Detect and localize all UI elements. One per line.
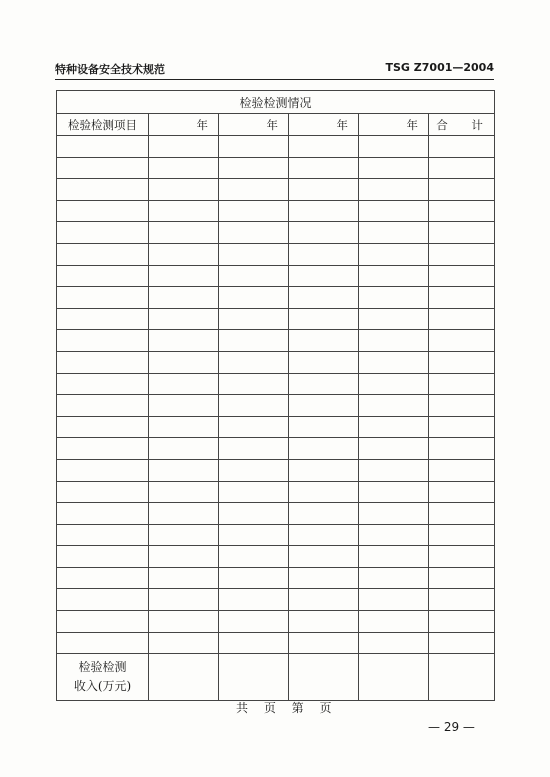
table-cell	[359, 200, 429, 222]
table-title-row	[57, 91, 495, 114]
table-cell	[359, 330, 429, 352]
table-row	[57, 330, 495, 352]
table-cell	[149, 373, 219, 395]
table-cell	[359, 654, 429, 701]
table-cell	[289, 308, 359, 330]
table-cell	[149, 330, 219, 352]
header-standard-code: TSG Z7001—2004	[385, 61, 494, 74]
table-row	[57, 589, 495, 611]
table-cell	[149, 632, 219, 654]
table-row	[57, 503, 495, 525]
table-cell	[289, 567, 359, 589]
table-cell	[429, 632, 495, 654]
table-cell	[289, 611, 359, 633]
table-cell	[149, 481, 219, 503]
table-cell	[429, 438, 495, 460]
table-cell	[289, 503, 359, 525]
table-cell	[359, 416, 429, 438]
blank-rows	[57, 136, 495, 654]
table-row	[57, 287, 495, 309]
table-cell	[149, 589, 219, 611]
table-cell	[359, 222, 429, 244]
table-cell	[429, 373, 495, 395]
table-cell	[289, 654, 359, 701]
table-cell	[149, 308, 219, 330]
table-cell	[219, 136, 289, 158]
col-header-year: 年	[289, 114, 359, 136]
table-cell	[359, 287, 429, 309]
table-cell	[149, 567, 219, 589]
table-cell	[359, 459, 429, 481]
table-cell	[149, 416, 219, 438]
table-cell	[429, 481, 495, 503]
table-cell	[429, 395, 495, 417]
table-cell	[359, 395, 429, 417]
table-cell	[429, 200, 495, 222]
table-cell	[289, 459, 359, 481]
table-cell	[289, 481, 359, 503]
table-cell	[57, 157, 149, 179]
table-cell	[289, 546, 359, 568]
table-cell	[57, 200, 149, 222]
table-cell	[219, 611, 289, 633]
table-cell	[57, 136, 149, 158]
income-label-line1: 检验检测	[78, 660, 127, 675]
table-cell	[429, 222, 495, 244]
col-header-item: 检验检测项目	[57, 114, 149, 136]
table-cell	[289, 330, 359, 352]
table-row	[57, 611, 495, 633]
table-cell	[149, 438, 219, 460]
table-cell	[289, 416, 359, 438]
table-row	[57, 567, 495, 589]
table-cell	[289, 136, 359, 158]
table-cell	[429, 157, 495, 179]
table-row	[57, 524, 495, 546]
table-cell	[289, 438, 359, 460]
table-cell	[219, 546, 289, 568]
table-cell	[57, 265, 149, 287]
table-cell	[289, 157, 359, 179]
table-row	[57, 481, 495, 503]
table-cell	[359, 179, 429, 201]
table-cell	[429, 287, 495, 309]
table-cell	[219, 373, 289, 395]
table-cell	[57, 611, 149, 633]
table-header-row	[57, 114, 495, 136]
table-cell	[429, 524, 495, 546]
page-count-line: 共 页 第 页	[236, 701, 338, 715]
table-cell	[359, 524, 429, 546]
table-cell	[57, 589, 149, 611]
table-cell	[429, 136, 495, 158]
table-cell	[429, 503, 495, 525]
table-cell	[57, 546, 149, 568]
col-header-year: 年	[359, 114, 429, 136]
table-cell	[149, 200, 219, 222]
table-cell	[289, 265, 359, 287]
table-cell	[219, 567, 289, 589]
table-cell	[359, 373, 429, 395]
table-cell	[57, 481, 149, 503]
table-cell	[57, 524, 149, 546]
table-cell	[289, 222, 359, 244]
table-cell	[149, 503, 219, 525]
table-cell	[57, 308, 149, 330]
table-cell	[219, 524, 289, 546]
table-cell	[149, 524, 219, 546]
table-row	[57, 416, 495, 438]
table-row	[57, 243, 495, 265]
table-row	[57, 373, 495, 395]
table-cell	[429, 589, 495, 611]
table-row	[57, 632, 495, 654]
table-cell	[219, 459, 289, 481]
table-cell	[359, 546, 429, 568]
table-cell	[219, 632, 289, 654]
table-cell	[289, 200, 359, 222]
table-cell	[429, 330, 495, 352]
table-cell	[57, 503, 149, 525]
table-cell	[219, 308, 289, 330]
table-row	[57, 222, 495, 244]
table-cell	[429, 308, 495, 330]
table-cell	[289, 243, 359, 265]
table-cell	[359, 481, 429, 503]
col-header-year: 年	[219, 114, 289, 136]
table-cell	[289, 351, 359, 373]
table-cell	[149, 395, 219, 417]
table-cell	[219, 157, 289, 179]
table-row	[57, 157, 495, 179]
table-cell	[429, 611, 495, 633]
table-cell	[359, 611, 429, 633]
table-cell	[429, 243, 495, 265]
table-cell	[429, 546, 495, 568]
table-cell	[149, 459, 219, 481]
table-cell	[219, 351, 289, 373]
table-cell	[359, 265, 429, 287]
table-cell	[57, 416, 149, 438]
table-cell	[149, 265, 219, 287]
table-cell	[149, 546, 219, 568]
table-cell	[149, 136, 219, 158]
table-cell	[219, 330, 289, 352]
table-cell	[219, 200, 289, 222]
table-row	[57, 459, 495, 481]
table-row	[57, 438, 495, 460]
table-title: 检验检测情况	[57, 91, 495, 114]
table-row	[57, 265, 495, 287]
table-row	[57, 546, 495, 568]
table-row	[57, 136, 495, 158]
table-cell	[429, 179, 495, 201]
inspection-table	[56, 90, 495, 701]
table-cell	[219, 481, 289, 503]
table-cell	[219, 438, 289, 460]
table-cell	[149, 222, 219, 244]
table-cell	[429, 654, 495, 701]
table-cell	[359, 136, 429, 158]
table-cell	[219, 179, 289, 201]
table-cell	[149, 179, 219, 201]
page-number: — 29 —	[428, 720, 475, 734]
table-cell	[149, 287, 219, 309]
table-row	[57, 395, 495, 417]
table-cell	[289, 632, 359, 654]
table-cell	[219, 395, 289, 417]
table-cell	[219, 416, 289, 438]
table-cell	[57, 438, 149, 460]
table-cell	[57, 222, 149, 244]
table-cell	[219, 503, 289, 525]
table-row	[57, 200, 495, 222]
table-row	[57, 179, 495, 201]
table-row	[57, 308, 495, 330]
table-cell	[219, 589, 289, 611]
table-cell	[359, 308, 429, 330]
table-cell	[429, 459, 495, 481]
table-cell	[359, 438, 429, 460]
col-header-year: 年	[149, 114, 219, 136]
table-cell	[429, 351, 495, 373]
table-cell	[57, 330, 149, 352]
table-cell	[57, 373, 149, 395]
table-cell	[429, 265, 495, 287]
income-label-line2: 收入(万元)	[73, 679, 132, 694]
income-row	[57, 654, 495, 701]
table-cell	[219, 243, 289, 265]
table-cell	[289, 395, 359, 417]
table-cell	[219, 265, 289, 287]
table-cell	[359, 503, 429, 525]
table-cell	[149, 243, 219, 265]
table-cell	[57, 459, 149, 481]
header-rule	[55, 79, 494, 80]
table-cell	[289, 287, 359, 309]
table-cell	[149, 611, 219, 633]
table-cell	[219, 222, 289, 244]
table-cell	[149, 351, 219, 373]
table-cell	[289, 373, 359, 395]
col-header-total: 合 计	[429, 114, 495, 136]
table-cell	[57, 351, 149, 373]
table-cell	[57, 567, 149, 589]
table-cell	[359, 567, 429, 589]
table-cell	[289, 179, 359, 201]
table-cell	[219, 654, 289, 701]
table-row	[57, 351, 495, 373]
table-cell	[57, 395, 149, 417]
header-title: 特种设备安全技术规范	[55, 63, 165, 76]
table-cell	[57, 243, 149, 265]
table-cell	[149, 654, 219, 701]
table-cell	[429, 416, 495, 438]
table-cell	[359, 157, 429, 179]
table-cell	[219, 287, 289, 309]
table-cell	[359, 632, 429, 654]
income-label	[57, 654, 149, 701]
table-cell	[359, 243, 429, 265]
table-cell	[359, 589, 429, 611]
table-cell	[149, 157, 219, 179]
table-cell	[57, 632, 149, 654]
table-cell	[429, 567, 495, 589]
table-cell	[289, 524, 359, 546]
table-cell	[289, 589, 359, 611]
table-cell	[359, 351, 429, 373]
table-cell	[57, 179, 149, 201]
table-cell	[57, 287, 149, 309]
